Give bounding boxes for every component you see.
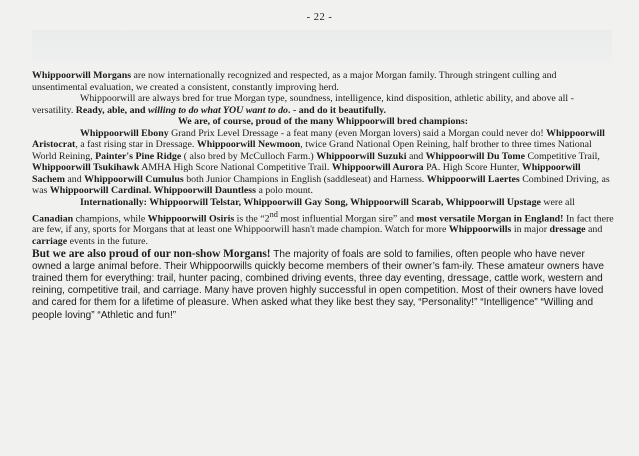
- horse-name: Whippoorwill Cardinal. Whippoorwill Dauntless: [49, 185, 256, 197]
- body-text: and: [406, 150, 426, 162]
- horse-name: Whippoorwill Newmoon: [196, 139, 301, 151]
- body-text: are now internationally recognized and respected, as a major Morgan family. Through stringent culling and unsentimental evaluation, we created a consistent, constantly improving herd.: [32, 70, 557, 93]
- superscript-text: nd: [269, 209, 278, 219]
- body-text: Competitive Trail,: [525, 150, 600, 162]
- champions-paragraph: [32, 128, 614, 197]
- body-text: most influential Morgan sire” and: [277, 212, 417, 224]
- champions-heading: [32, 116, 614, 128]
- horse-names: Internationally: Whippoorwill Telstar, Whippoorwill Gay Song, Whippoorwill Scarab, Whippoorwill Upstage: [80, 197, 541, 209]
- horse-name: Whippoorwill Aristocrat: [32, 127, 605, 151]
- body-text: PA. High Score Hunter,: [423, 162, 522, 174]
- body-text: both Junior Champions in English (saddleseat) and Harness.: [183, 173, 427, 185]
- bold-text: Whippoorwill Morgans: [32, 70, 132, 81]
- bold-text: Whippoorwills: [448, 224, 512, 236]
- non-show-paragraph: [32, 248, 614, 322]
- body-text: and: [64, 173, 85, 185]
- horse-name: Whippoorwill Suzuki: [316, 150, 407, 162]
- body-text: In fact there are few, if any, sports for Morgans that at least one Whippoorwill hasn't made champion. Watch for more: [32, 212, 614, 236]
- body-text: , a fast rising star in Dressage.: [75, 139, 197, 151]
- body-text: The majority of foals are sold to families, often people who have never owned a large animal before. Their Whippoorwills quickly become members of their owner’s fam-ily. These amateur owners have trained them for everything: trail, hunter pacing, combined driving events, three day eventing, dressage, cattle work, western and reining, competitive trail, and carriage. Many have proven highly successful in open competition. Most of their owners have loved and cared for them for a lifetime of pleasure. When asked what they like best they say, “Personality!” “Intelligence” “Willing and people loving” “Athletic and fun!”: [32, 248, 605, 321]
- bold-text: dressage: [549, 224, 586, 236]
- bold-text: most versatile Morgan in England!: [416, 212, 564, 224]
- breeding-paragraph: [32, 93, 614, 116]
- heading-text: We are, of course, proud of the many Whippoorwill bred champions:: [177, 116, 469, 128]
- horse-name: Whippoorwill Cumulus: [84, 173, 184, 185]
- international-paragraph: [32, 197, 614, 247]
- body-text: AMHA High Score National Competitive Trail.: [139, 162, 332, 174]
- horse-name: Whippoorwill Ebony: [80, 127, 169, 139]
- body-text: ( also bred by McCulloch Farm.): [181, 150, 317, 162]
- bold-text: Ready, able, and: [75, 104, 148, 116]
- bold-text: . - and do it beautifully.: [288, 104, 386, 116]
- horse-name: Whippoorwill Du Tome: [425, 150, 525, 162]
- body-text: a polo mount.: [255, 185, 314, 197]
- body-text: Grand Prix Level Dressage - a feat many (even Morgan lovers) said a Morgan could never do!: [168, 127, 547, 139]
- body-text: in major: [511, 224, 550, 236]
- horse-name: Painter's Pine Ridge: [95, 150, 182, 162]
- body-text: and: [585, 224, 603, 236]
- bold-text: carriage: [32, 235, 68, 247]
- body-text: champions, while: [73, 212, 148, 224]
- page-number: - 22 -: [306, 12, 333, 23]
- horse-name: Whippoorwill Sachem: [32, 162, 581, 185]
- horse-name: Whippoorwill Osiris: [147, 212, 235, 224]
- bold-text: Canadian: [32, 212, 74, 224]
- horse-name: Whippoorwill Aurora: [331, 162, 424, 174]
- horse-name: Whippoorwill Tsukihawk: [32, 162, 140, 174]
- body-text: , twice Grand National Open Reining, half brother to three times National World Reining,: [32, 139, 592, 162]
- body-text: were all: [540, 197, 575, 209]
- horse-name: Whippoorwill Laertes: [426, 173, 520, 185]
- bold-italic-text: willing to do what YOU want to do: [147, 104, 288, 116]
- body-text: events in the future.: [67, 235, 148, 247]
- bold-lead-text: But we are also proud of our non-show Morgans!: [32, 247, 271, 260]
- article-body: [32, 70, 614, 322]
- show-through-shadow: [32, 30, 612, 62]
- intro-paragraph: [32, 70, 614, 93]
- body-text: is the “2: [234, 212, 270, 224]
- body-text: Combined Driving, as was: [32, 173, 610, 197]
- body-text: Whippoorwill are always bred for true Morgan type, soundness, intelligence, kind disposition, athletic ability, and above all - versatility.: [32, 93, 574, 116]
